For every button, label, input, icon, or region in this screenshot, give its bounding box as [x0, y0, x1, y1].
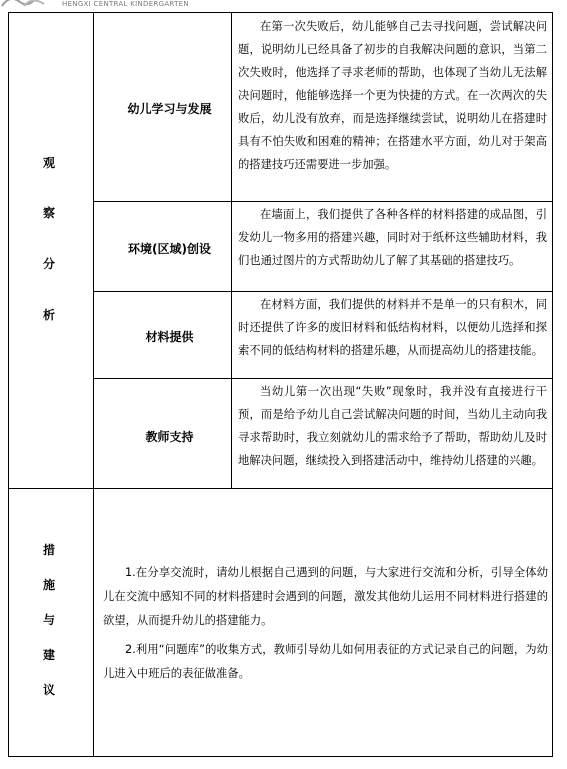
observation-label-char: 分 [43, 257, 56, 271]
row-text-materials: 在材料方面，我们提供的材料并不是单一的只有积木，同时还提供了许多的废旧材料和低结构材料，以便幼儿选择和探索不同的低结构材料的搭建乐趣，从而提高幼儿的搭建技能。 [238, 298, 547, 357]
school-name-en: HENGXI CENTRAL KINDERGARTEN [62, 0, 189, 8]
observation-label-char: 观 [43, 156, 56, 170]
measures-label-char: 议 [43, 683, 56, 697]
header-logo [0, 0, 240, 12]
row-label-environment: 环境(区域)创设 [128, 242, 211, 256]
row-text-child-learning: 在第一次失败后，幼儿能够自己去寻找问题，尝试解决问题，说明幼儿已经具备了初步的自我解决问题的意识，当第二次失败时，他选择了寻求老师的帮助，也体现了当幼儿无法解决问题时，他能够选择一个更为快捷的方式。在一次两次的失败后，幼儿没有放弃，而是选择继续尝试，说明幼儿在搭建时具有不怕失败和困难的精神；在搭建水平方面，幼儿对于架高的搭建技巧还需要进一步加强。 [238, 20, 547, 171]
row-label-materials: 材料提供 [145, 330, 194, 344]
observation-table [8, 12, 553, 757]
measures-label-char: 措 [43, 543, 56, 557]
observation-label-char: 析 [43, 308, 56, 322]
row-text-environment: 在墙面上，我们提供了各种各样的材料搭建的成品图，引发幼儿一物多用的搭建兴趣，同时对于纸杯这些辅助材料，我们也通过图片的方式帮助幼儿了解了其基础的搭建技巧。 [238, 208, 547, 267]
measure-paragraph: 1.在分享交流时，请幼儿根据自己遇到的问题，与大家进行交流和分析，引导全体幼儿在交流中感知不同的材料搭建时会遇到的问题，激发其他幼儿运用不同材料进行搭建的欲望，从而提升幼儿的搭建能力。 [103, 566, 548, 627]
measures-label-char: 施 [43, 578, 56, 592]
observation-label-char: 察 [43, 206, 56, 220]
measures-label-char: 与 [43, 613, 56, 627]
measure-paragraph: 2.利用“问题库”的收集方式，教师引导幼儿如何用表征的方式记录自己的问题，为幼儿进入中班后的表征做准备。 [103, 643, 548, 680]
kindergarten-logo-icon [0, 0, 48, 10]
row-text-teacher-support: 当幼儿第一次出现“失败”现象时，我并没有直接进行干预，而是给予幼儿自己尝试解决问题的时间，当幼儿主动向我寻求帮助时，我立刻就幼儿的需求给予了帮助，帮助幼儿及时地解决问题，继续投入到搭建活动中，维持幼儿搭建的兴趣。 [238, 385, 547, 467]
row-label-child-learning: 幼儿学习与发展 [127, 102, 212, 116]
measures-label-char: 建 [43, 648, 56, 662]
row-label-teacher-support: 教师支持 [145, 430, 194, 444]
